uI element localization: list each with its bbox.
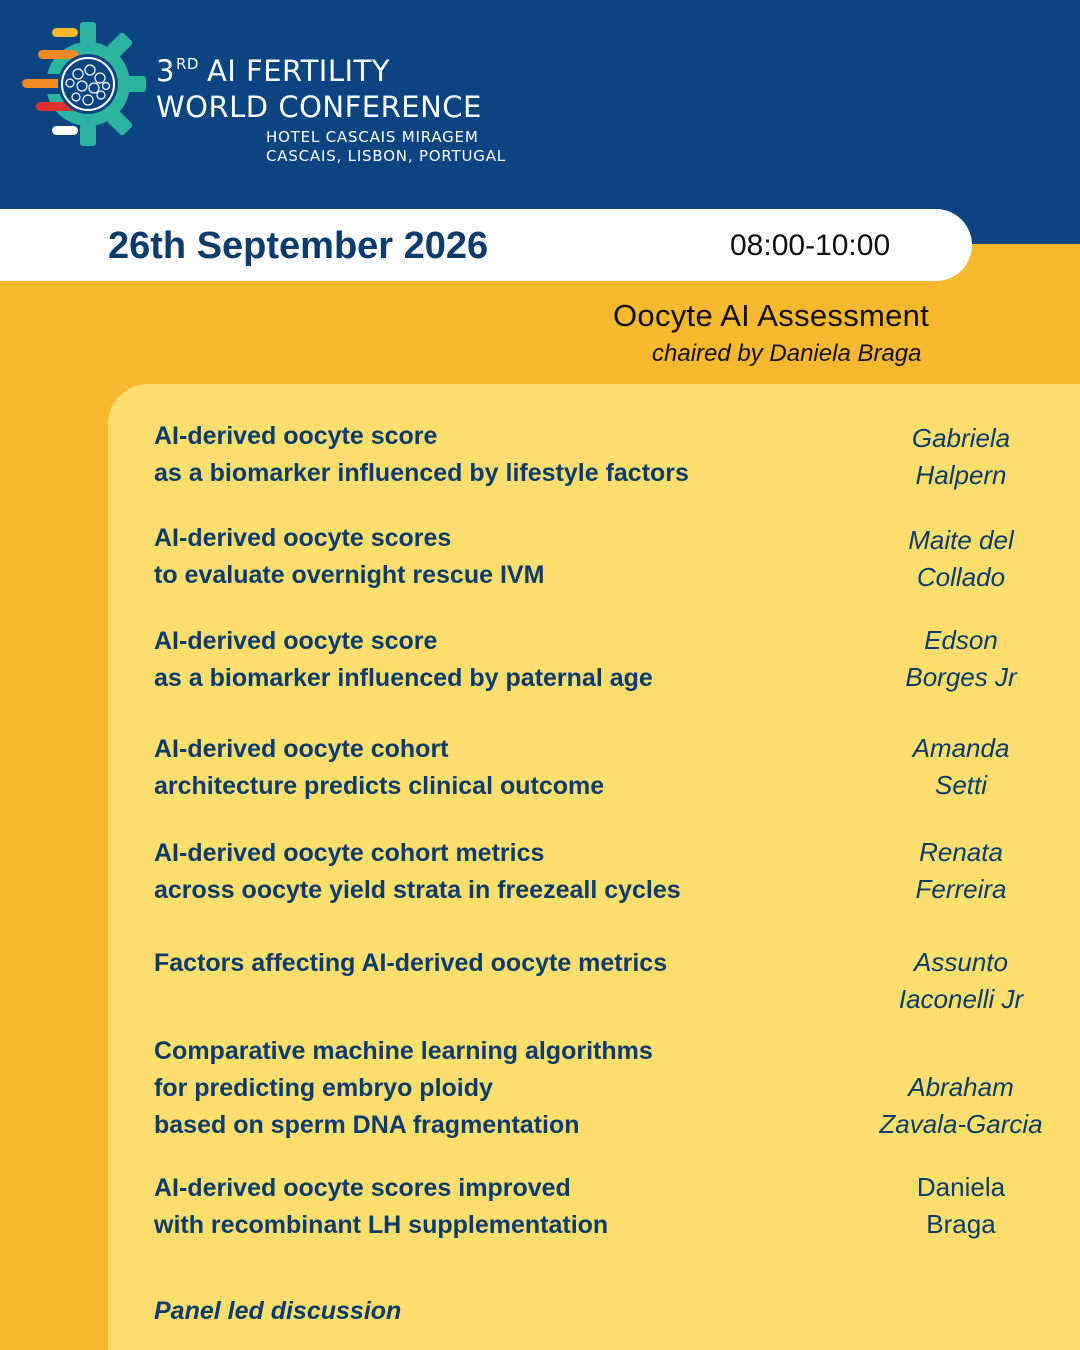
session-title: Oocyte AI Assessment [613, 298, 930, 333]
talk-title-line: for predicting embryo ploidy [154, 1074, 493, 1102]
conference-title [156, 46, 482, 125]
header-banner [0, 0, 1080, 244]
talk-speaker [852, 420, 1070, 494]
talk-title-line: Factors affecting AI-derived oocyte metrics [154, 949, 668, 977]
talk-title-line: with recombinant LH supplementation [154, 1211, 609, 1239]
talk-title-line: as a biomarker influenced by lifestyle factors [154, 459, 689, 487]
speaker-name-line: Collado [916, 562, 1006, 592]
talk-title [154, 418, 794, 492]
conference-title-line2: WORLD CONFERENCE [156, 90, 482, 124]
speaker-name-line: Ferreira [915, 874, 1007, 904]
speaker-name-line: Renata [919, 837, 1003, 867]
conference-ordinal: 3 [156, 54, 175, 88]
talk-title [154, 1170, 794, 1244]
conference-logo-gear-icon [20, 20, 150, 148]
talk-title [154, 945, 794, 982]
talk-speaker [852, 522, 1070, 596]
speaker-name-line: Gabriela [911, 423, 1011, 453]
talk-speaker [852, 1069, 1070, 1143]
talk-title [154, 520, 794, 594]
speaker-name-line: Zavala-Garcia [879, 1109, 1043, 1139]
speaker-name-line: Assunto [914, 947, 1008, 977]
talk-title-line: based on sperm DNA fragmentation [154, 1111, 580, 1139]
talk-title [154, 1033, 794, 1144]
talk-title-line: AI-derived oocyte scores [154, 524, 452, 552]
talk-speaker [852, 834, 1070, 908]
venue-location: CASCAIS, LISBON, PORTUGAL [266, 147, 506, 165]
conference-title-text: AI FERTILITY [206, 54, 390, 88]
panel-discussion-label: Panel led discussion [154, 1297, 402, 1325]
conference-ordinal-suffix: RD [175, 55, 199, 73]
venue-hotel: HOTEL CASCAIS MIRAGEM [266, 128, 479, 146]
talk-speaker [852, 622, 1070, 696]
talk-title-line: AI-derived oocyte score [154, 422, 438, 450]
speaker-name-line: Maite del [908, 525, 1014, 555]
talk-title-line: AI-derived oocyte scores improved [154, 1174, 571, 1202]
talk-title-line: AI-derived oocyte cohort metrics [154, 839, 545, 867]
speaker-name-line: Iaconelli Jr [898, 984, 1024, 1014]
talk-title [154, 731, 794, 805]
session-date: 26th September 2026 [108, 225, 489, 267]
speaker-name-line: Borges Jr [905, 662, 1017, 692]
talk-title-line: as a biomarker influenced by paternal age [154, 664, 653, 692]
talk-speaker [852, 944, 1070, 1018]
talk-title-line: AI-derived oocyte cohort [154, 735, 449, 763]
talk-speaker [852, 730, 1070, 804]
talk-title-line: to evaluate overnight rescue IVM [154, 561, 545, 589]
talk-title [154, 623, 794, 697]
speaker-name-line: Setti [934, 770, 988, 800]
conference-title-line1 [156, 46, 482, 89]
speaker-name-line: Abraham [908, 1072, 1014, 1102]
speaker-name-line: Daniela [916, 1172, 1006, 1202]
talk-title-line: architecture predicts clinical outcome [154, 772, 605, 800]
talk-title-line: Comparative machine learning algorithms [154, 1037, 653, 1065]
talk-speaker [852, 1169, 1070, 1243]
venue [266, 128, 506, 166]
speaker-name-line: Braga [926, 1209, 996, 1239]
session-chair: chaired by Daniela Braga [652, 340, 922, 367]
session-time: 08:00-10:00 [730, 229, 891, 262]
talk-title [154, 835, 794, 909]
talk-title-line: across oocyte yield strata in freezeall cycles [154, 876, 681, 904]
speaker-name-line: Halpern [915, 460, 1007, 490]
speaker-name-line: Edson [924, 625, 998, 655]
speaker-name-line: Amanda [912, 733, 1010, 763]
talk-title-line: AI-derived oocyte score [154, 627, 438, 655]
